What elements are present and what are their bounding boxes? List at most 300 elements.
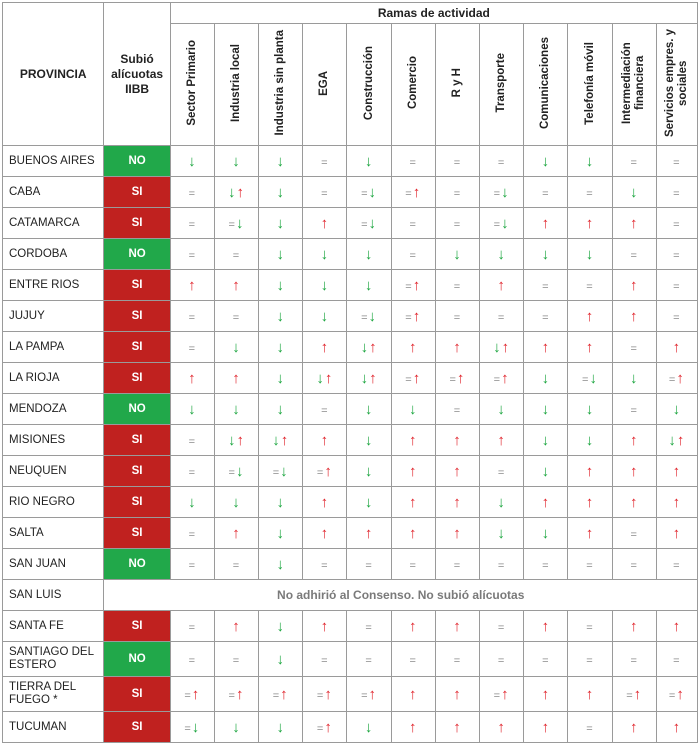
subio-badge: SI [104, 208, 170, 239]
trend-cell [259, 425, 303, 456]
trend-cell [480, 332, 524, 363]
arrow-down-icon: ↓ [364, 718, 374, 736]
arrow-down-icon: ↓ [585, 431, 595, 449]
arrow-up-icon: ↑ [324, 462, 333, 480]
trend-cell [214, 549, 258, 580]
trend-cell [391, 642, 435, 677]
arrow-down-icon: ↓ [316, 369, 325, 387]
trend-cell [303, 518, 347, 549]
table-row [3, 580, 698, 611]
arrow-up-icon: ↑ [320, 431, 330, 449]
arrow-down-icon: ↓ [541, 524, 551, 542]
trend-cell [170, 456, 214, 487]
equal-icon: = [586, 187, 594, 200]
arrow-up-icon: ↑ [585, 338, 595, 356]
trend-cell [347, 611, 391, 642]
arrow-down-icon: ↓ [276, 276, 285, 294]
province-cell: CATAMARCA [3, 208, 104, 239]
subio-badge: SI [104, 177, 170, 208]
equal-icon: = [630, 528, 638, 541]
arrow-up-icon: ↑ [324, 718, 333, 736]
arrow-up-icon: ↑ [672, 338, 682, 356]
equal-icon: = [586, 654, 594, 667]
trend-cell [656, 456, 697, 487]
trend-cell [303, 332, 347, 363]
equal-icon: = [542, 187, 550, 200]
subio-badge: NO [104, 239, 170, 270]
trend-cell [347, 642, 391, 677]
trend-cell [259, 518, 303, 549]
equal-icon: = [188, 621, 197, 634]
trend-cell [612, 301, 656, 332]
trend-cell [214, 712, 258, 743]
trend-cell [259, 146, 303, 177]
table-row [3, 301, 698, 332]
arrow-up-icon: ↑ [672, 524, 682, 542]
trend-cell [259, 239, 303, 270]
trend-cell [347, 239, 391, 270]
trend-cell [391, 301, 435, 332]
trend-cell [347, 208, 391, 239]
column-header [568, 24, 612, 146]
trend-cell [391, 239, 435, 270]
trend-cell [435, 549, 479, 580]
trend-cell [391, 487, 435, 518]
trend-cell [612, 394, 656, 425]
arrow-up-icon: ↑ [232, 617, 241, 635]
column-header [347, 24, 391, 146]
equal-icon: = [188, 528, 197, 541]
subio-header: Subió alícuotas IIBB [104, 3, 170, 146]
equal-icon: = [668, 373, 677, 386]
table-row [3, 425, 698, 456]
subio-badge: SI [104, 301, 170, 332]
trend-cell [656, 177, 697, 208]
trend-cell [656, 239, 697, 270]
trend-cell [391, 518, 435, 549]
trend-cell [170, 677, 214, 712]
arrow-down-icon: ↓ [360, 338, 370, 356]
subio-badge: SI [104, 518, 170, 549]
trend-cell [391, 425, 435, 456]
province-cell: NEUQUEN [3, 456, 104, 487]
arrow-down-icon: ↓ [320, 245, 330, 263]
arrow-down-icon: ↓ [360, 369, 370, 387]
trend-cell [480, 677, 524, 712]
trend-cell [524, 301, 568, 332]
trend-cell [524, 518, 568, 549]
arrow-up-icon: ↑ [629, 431, 639, 449]
trend-cell [170, 549, 214, 580]
table-row [3, 177, 698, 208]
equal-icon: = [405, 311, 413, 324]
trend-cell [259, 456, 303, 487]
trend-cell [480, 425, 524, 456]
trend-cell [391, 549, 435, 580]
column-header-label: Transporte [495, 53, 508, 113]
equal-icon: = [188, 559, 197, 572]
trend-cell [303, 425, 347, 456]
trend-cell [303, 712, 347, 743]
trend-cell [214, 208, 258, 239]
arrow-down-icon: ↓ [276, 617, 285, 635]
table-row [3, 456, 698, 487]
arrow-up-icon: ↑ [236, 183, 245, 201]
trend-cell [524, 363, 568, 394]
province-cell: BUENOS AIRES [3, 146, 104, 177]
arrow-up-icon: ↑ [453, 617, 462, 635]
arrow-down-icon: ↓ [276, 338, 285, 356]
arrow-up-icon: ↑ [324, 369, 334, 387]
subio-badge: NO [104, 642, 170, 677]
column-header-label: Comercio [406, 56, 419, 110]
subio-badge: NO [104, 146, 170, 177]
arrow-up-icon: ↑ [409, 617, 418, 635]
trend-cell [612, 712, 656, 743]
column-header [480, 24, 524, 146]
subio-badge: SI [104, 270, 170, 301]
trend-cell [259, 611, 303, 642]
equal-icon: = [497, 559, 506, 572]
trend-cell [259, 208, 303, 239]
trend-cell [259, 363, 303, 394]
table-row [3, 270, 698, 301]
table-row [3, 642, 698, 677]
arrow-down-icon: ↓ [276, 152, 285, 170]
column-header [214, 24, 258, 146]
trend-cell [303, 456, 347, 487]
arrow-up-icon: ↑ [585, 685, 595, 703]
arrow-up-icon: ↑ [629, 493, 639, 511]
trend-cell [391, 394, 435, 425]
trend-cell [214, 146, 258, 177]
equal-icon: = [188, 311, 197, 324]
equal-icon: = [453, 156, 462, 169]
trend-cell [612, 611, 656, 642]
table-row [3, 712, 698, 743]
equal-icon: = [497, 621, 506, 634]
arrow-up-icon: ↑ [672, 493, 682, 511]
trend-cell [524, 270, 568, 301]
arrow-up-icon: ↑ [541, 338, 551, 356]
trend-cell [435, 518, 479, 549]
arrow-up-icon: ↑ [629, 307, 639, 325]
arrow-up-icon: ↑ [541, 685, 551, 703]
arrow-up-icon: ↑ [541, 493, 551, 511]
trend-cell [259, 642, 303, 677]
trend-cell [214, 363, 258, 394]
trend-cell [259, 487, 303, 518]
trend-cell [391, 363, 435, 394]
trend-cell [524, 177, 568, 208]
arrow-up-icon: ↑ [412, 276, 422, 294]
column-header-label: Servicios empres. y sociales [663, 28, 689, 138]
table-row [3, 332, 698, 363]
trend-cell [435, 363, 479, 394]
trend-cell [480, 456, 524, 487]
arrow-up-icon: ↑ [369, 338, 378, 356]
province-cell: ENTRE RIOS [3, 270, 104, 301]
arrow-up-icon: ↑ [368, 685, 378, 703]
province-cell: SANTA FE [3, 611, 104, 642]
trend-cell [568, 456, 612, 487]
arrow-up-icon: ↑ [409, 718, 418, 736]
trend-cell [435, 177, 479, 208]
column-header-label: Telefonía móvil [583, 41, 596, 125]
equal-icon: = [626, 689, 634, 702]
trend-cell [524, 642, 568, 677]
equal-icon: = [673, 654, 681, 667]
table-row [3, 146, 698, 177]
equal-icon: = [673, 249, 681, 262]
trend-cell [568, 363, 612, 394]
arrow-down-icon: ↓ [232, 338, 241, 356]
equal-icon: = [188, 435, 197, 448]
trend-cell [480, 394, 524, 425]
trend-cell [568, 487, 612, 518]
equal-icon: = [228, 466, 236, 479]
column-header-label: Construcción [362, 45, 375, 121]
trend-cell [656, 487, 697, 518]
arrow-up-icon: ↑ [541, 718, 551, 736]
equal-icon: = [232, 559, 241, 572]
trend-cell [612, 549, 656, 580]
province-cell: CORDOBA [3, 239, 104, 270]
arrow-up-icon: ↑ [412, 183, 422, 201]
arrow-down-icon: ↓ [280, 462, 289, 480]
arrow-down-icon: ↓ [629, 369, 639, 387]
arrow-down-icon: ↓ [276, 183, 285, 201]
equal-icon: = [188, 249, 197, 262]
trend-cell [435, 332, 479, 363]
column-header [435, 24, 479, 146]
equal-icon: = [673, 280, 681, 293]
equal-icon: = [272, 689, 281, 702]
column-header-label: Industria local [230, 44, 242, 122]
trend-cell [259, 677, 303, 712]
trend-cell [656, 301, 697, 332]
trend-cell [568, 549, 612, 580]
trend-cell [612, 363, 656, 394]
trend-cell [435, 208, 479, 239]
trend-cell [347, 487, 391, 518]
trend-cell [612, 456, 656, 487]
arrow-up-icon: ↑ [497, 276, 506, 294]
equal-icon: = [586, 280, 594, 293]
arrow-up-icon: ↑ [497, 718, 506, 736]
province-cell: LA RIOJA [3, 363, 104, 394]
trend-cell [303, 177, 347, 208]
equal-icon: = [272, 466, 281, 479]
arrow-down-icon: ↓ [364, 276, 374, 294]
equal-icon: = [409, 249, 417, 262]
trend-cell [214, 518, 258, 549]
column-header-label: Comunicaciones [539, 36, 552, 130]
trend-cell [214, 425, 258, 456]
arrow-down-icon: ↓ [276, 718, 285, 736]
trend-cell [170, 425, 214, 456]
arrow-up-icon: ↑ [541, 214, 551, 232]
trend-cell [303, 642, 347, 677]
trend-cell [568, 677, 612, 712]
arrow-up-icon: ↑ [320, 493, 330, 511]
trend-cell [435, 394, 479, 425]
arrow-up-icon: ↑ [453, 338, 462, 356]
arrow-down-icon: ↓ [188, 152, 197, 170]
trend-cell [170, 394, 214, 425]
province-cell: CABA [3, 177, 104, 208]
trend-cell [480, 712, 524, 743]
trend-cell [612, 208, 656, 239]
arrow-up-icon: ↑ [676, 685, 685, 703]
trend-cell [435, 611, 479, 642]
province-cell: SALTA [3, 518, 104, 549]
table-row [3, 518, 698, 549]
equal-icon: = [630, 342, 638, 355]
trend-cell [435, 425, 479, 456]
trend-cell [170, 712, 214, 743]
trend-cell [612, 518, 656, 549]
trend-cell [656, 518, 697, 549]
subio-badge: NO [104, 394, 170, 425]
trend-cell [347, 394, 391, 425]
note-cell: No adhirió al Consenso. No subió alícuotas [104, 580, 698, 611]
table-row [3, 677, 698, 712]
trend-cell [170, 239, 214, 270]
trend-cell [214, 642, 258, 677]
arrow-up-icon: ↑ [364, 524, 374, 542]
arrow-down-icon: ↓ [232, 400, 241, 418]
trend-cell [524, 712, 568, 743]
trend-cell [524, 146, 568, 177]
column-header [391, 24, 435, 146]
trend-cell [656, 611, 697, 642]
trend-cell [170, 642, 214, 677]
trend-cell [259, 712, 303, 743]
equal-icon: = [361, 218, 369, 231]
arrow-up-icon: ↑ [456, 369, 466, 387]
trend-cell [303, 301, 347, 332]
equal-icon: = [673, 559, 681, 572]
trend-cell [303, 208, 347, 239]
column-header [170, 24, 214, 146]
arrow-up-icon: ↑ [188, 276, 197, 294]
arrow-down-icon: ↓ [409, 400, 418, 418]
trend-cell [259, 394, 303, 425]
equal-icon: = [409, 654, 417, 667]
column-header [656, 24, 697, 146]
trend-cell [214, 487, 258, 518]
trend-cell [568, 146, 612, 177]
table-row [3, 208, 698, 239]
arrow-up-icon: ↑ [629, 462, 639, 480]
trend-cell [568, 712, 612, 743]
trend-cell [214, 394, 258, 425]
trend-cell [435, 270, 479, 301]
trend-cell [170, 487, 214, 518]
equal-icon: = [188, 654, 197, 667]
province-cell: SAN JUAN [3, 549, 104, 580]
subio-badge: SI [104, 425, 170, 456]
trend-cell [524, 456, 568, 487]
trend-cell [170, 518, 214, 549]
table-row [3, 549, 698, 580]
trend-cell [303, 394, 347, 425]
trend-cell [259, 332, 303, 363]
table-row [3, 487, 698, 518]
arrow-up-icon: ↑ [320, 338, 330, 356]
equal-icon: = [542, 280, 550, 293]
column-header-label: Industria sin planta [274, 30, 287, 136]
arrow-up-icon: ↑ [585, 462, 595, 480]
trend-cell [214, 301, 258, 332]
equal-icon: = [365, 559, 373, 572]
equal-icon: = [321, 187, 329, 200]
trend-cell [347, 677, 391, 712]
trend-cell [391, 611, 435, 642]
equal-icon: = [361, 689, 369, 702]
trend-cell [480, 549, 524, 580]
trend-cell [524, 487, 568, 518]
trend-cell [303, 549, 347, 580]
trend-cell [391, 146, 435, 177]
trend-cell [303, 611, 347, 642]
trend-cell [435, 677, 479, 712]
trend-cell [347, 425, 391, 456]
equal-icon: = [542, 654, 550, 667]
arrow-up-icon: ↑ [633, 685, 643, 703]
trend-cell [170, 611, 214, 642]
trend-cell [259, 549, 303, 580]
trend-cell [435, 487, 479, 518]
arrow-up-icon: ↑ [585, 493, 595, 511]
equal-icon: = [497, 466, 506, 479]
trend-cell [347, 712, 391, 743]
trend-cell [568, 332, 612, 363]
arrow-up-icon: ↑ [501, 685, 510, 703]
trend-cell [214, 456, 258, 487]
arrow-down-icon: ↓ [493, 338, 502, 356]
arrow-down-icon: ↓ [188, 493, 197, 511]
arrow-up-icon: ↑ [232, 524, 241, 542]
arrow-down-icon: ↓ [497, 400, 506, 418]
equal-icon: = [493, 689, 502, 702]
arrow-down-icon: ↓ [364, 462, 374, 480]
arrow-up-icon: ↑ [585, 214, 595, 232]
subio-badge: SI [104, 363, 170, 394]
equal-icon: = [673, 311, 681, 324]
arrow-down-icon: ↓ [276, 214, 285, 232]
province-cell: RIO NEGRO [3, 487, 104, 518]
trend-cell [656, 208, 697, 239]
equal-icon: = [453, 559, 462, 572]
arrow-up-icon: ↑ [232, 369, 241, 387]
trend-cell [656, 363, 697, 394]
trend-cell [656, 425, 697, 456]
equal-icon: = [630, 156, 638, 169]
trend-cell [347, 301, 391, 332]
trend-cell [524, 425, 568, 456]
equal-icon: = [493, 187, 502, 200]
subio-badge: SI [104, 487, 170, 518]
trend-cell [435, 456, 479, 487]
arrow-down-icon: ↓ [585, 152, 595, 170]
arrow-up-icon: ↑ [629, 718, 639, 736]
arrow-down-icon: ↓ [320, 307, 330, 325]
trend-cell [170, 301, 214, 332]
arrow-up-icon: ↑ [320, 214, 330, 232]
trend-cell [214, 270, 258, 301]
